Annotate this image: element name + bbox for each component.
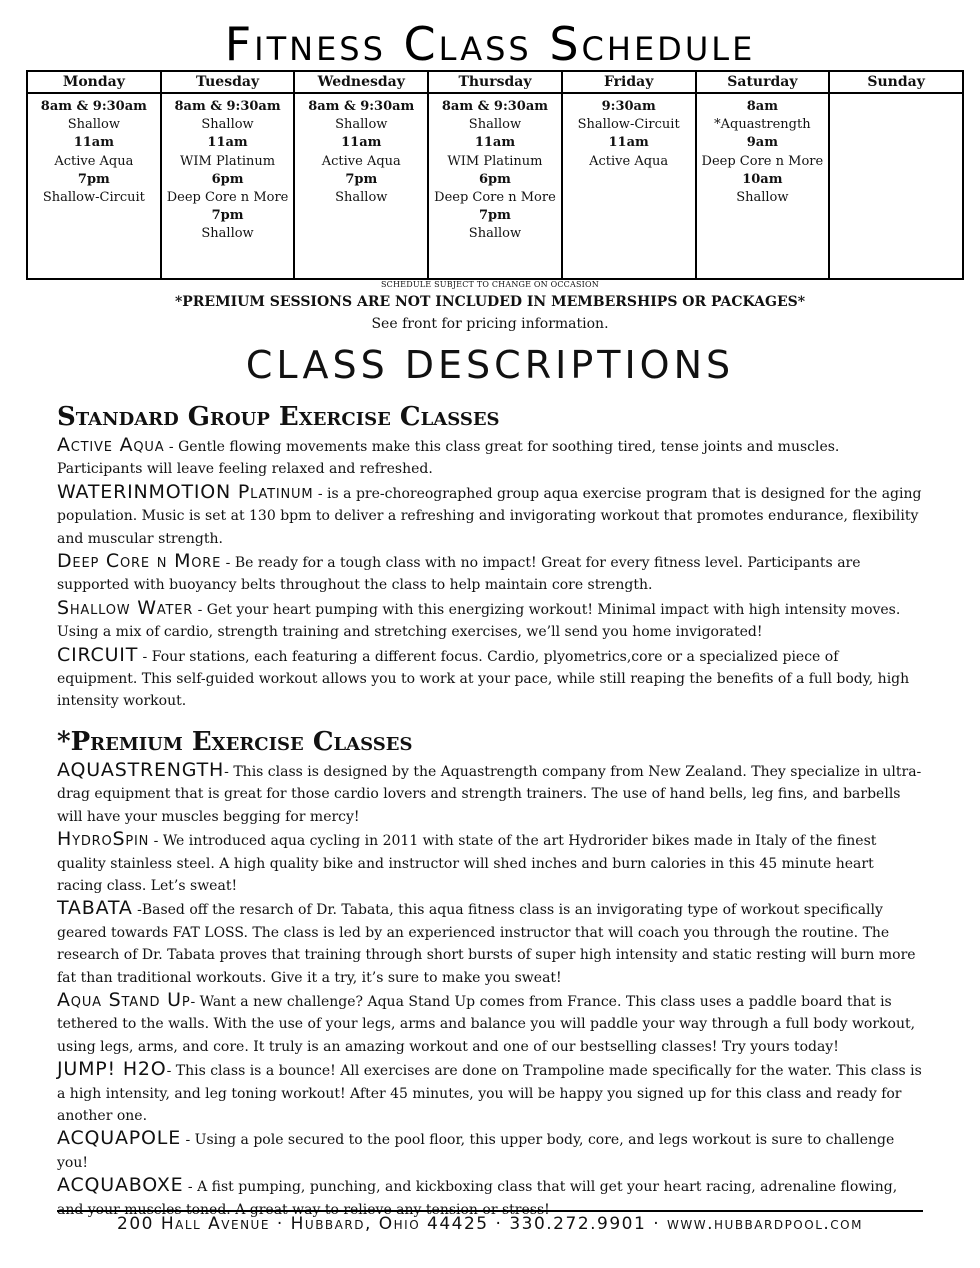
day-header-monday: Monday (27, 71, 161, 93)
class-description (57, 989, 923, 1058)
day-cell-thursday (428, 93, 562, 279)
slot-class: Shallow (67, 117, 120, 133)
standard-classes-heading: Standard Group Exercise Classes (57, 402, 500, 432)
slot-class: WIM Platinum (180, 153, 276, 169)
premium-note: *PREMIUM SESSIONS ARE NOT INCLUDED IN MEMBERSHIPS OR PACKAGES* (174, 294, 806, 310)
class-description (57, 759, 923, 828)
separator: - (132, 902, 142, 919)
class-name: AQUASTRENGTH (57, 758, 225, 781)
day-cell-monday (27, 93, 161, 279)
class-description (57, 1127, 923, 1174)
class-text: A fist pumping, punching, and kickboxing class that will get your heart racing, adrenaline flowing, and your muscles toned. A great way to relieve any tension or stress! (57, 1179, 898, 1218)
pricing-note: See front for pricing information. (371, 316, 609, 332)
day-header-saturday: Saturday (696, 71, 830, 93)
class-text: Four stations, each featuring a different focus. Cardio, plyometrics,core or a specialized piece of equipment. This self-guided workout allows you to work at your pace, while still reaping the benefits of a full body, high intensity workout. (57, 648, 910, 710)
separator: - (221, 555, 235, 572)
day-cell-saturday (696, 93, 830, 279)
separator: - (183, 1179, 198, 1196)
schedule-change-note: SCHEDULE SUBJECT TO CHANGE ON OCCASION (381, 280, 599, 289)
class-name: CIRCUIT (57, 643, 139, 666)
class-name: Aqua Stand Up (57, 988, 191, 1011)
premium-classes-heading: *Premium Exercise Classes (57, 726, 413, 757)
slot-class: Deep Core n More (434, 190, 556, 206)
class-descriptions (57, 400, 923, 1221)
separator: - (181, 1132, 195, 1149)
descriptions-title: CLASS DESCRIPTIONS (245, 343, 735, 387)
separator: - (166, 1063, 176, 1080)
day-header-thursday: Thursday (428, 71, 562, 93)
class-description (57, 897, 923, 989)
day-header-sunday: Sunday (829, 71, 963, 93)
class-text: is a pre-choreographed group aqua exercise program that is designed for the aging population. Music is set at 130 bpm to deliver a refreshing and invigorating workout that promotes endurance, flexibility and muscular strength. (57, 485, 922, 547)
class-text: This class is designed by the Aquastrength company from New Zealand. They specialize in ultra-drag equipment that is great for those cardio lovers and strength trainers. The use of hand bells, leg fins, and barbells will have your muscles begging for mercy! (57, 763, 922, 825)
slot-time: 10am (742, 171, 783, 187)
slot-class: Active Aqua (54, 153, 134, 169)
slot-class: Shallow (736, 190, 789, 206)
class-text: Be ready for a tough class with no impact! Great for every fitness level. Participants are supported with buoyancy belts throughout the class to help maintain core strength. (57, 555, 861, 594)
class-description (57, 550, 923, 597)
slot-time: 7pm (211, 208, 244, 224)
class-text: This class is a bounce! All exercises are done on Trampoline made specifically for the water. This class is a high intensity, and leg toning workout! After 45 minutes, you will be happy you signed up for this class and ready for another one. (57, 1063, 922, 1124)
day-cell-tuesday (161, 93, 295, 279)
class-text: We introduced aqua cycling in 2011 with state of the art Hydrorider bikes made in Italy of the finest quality stainless steel. A high quality bike and instructor will shed inches and burn calories in this 45 minute heart racing class. Let’s sweat! (57, 833, 877, 894)
class-name: Shallow Water (57, 596, 194, 619)
slot-time: 11am (474, 135, 516, 151)
slot-time: 7pm (345, 171, 378, 187)
separator: - (149, 833, 163, 850)
slot-class: Deep Core n More (166, 190, 289, 206)
class-text: Gentle flowing movements make this class great for soothing tired, tense joints and muscles. Participants will leave feeling relaxed and refreshed. (57, 439, 840, 478)
separator: - (138, 648, 152, 665)
slot-time: 8am & 9:30am (441, 99, 549, 114)
day-cell-friday (562, 93, 696, 279)
slot-time: 7pm (479, 208, 511, 224)
schedule-table (26, 70, 964, 280)
slot-time: 8am & 9:30am (40, 99, 147, 114)
slot-class: Active Aqua (321, 153, 401, 169)
slot-time: 7pm (77, 171, 110, 187)
day-header-wednesday: Wednesday (294, 71, 428, 93)
class-name: WATERINMOTION Platinum (57, 480, 314, 503)
slot-class: Shallow (201, 226, 254, 242)
slot-class: Shallow-Circuit (42, 190, 145, 206)
class-description (57, 434, 923, 481)
separator: - (313, 485, 328, 502)
slot-class: Shallow (201, 117, 254, 133)
slot-time: 11am (608, 135, 649, 151)
separator: - (190, 993, 200, 1010)
slot-time: 8am & 9:30am (174, 99, 281, 114)
class-description (57, 481, 923, 550)
slot-time: 11am (73, 135, 114, 151)
slot-time: 8am & 9:30am (308, 99, 415, 114)
class-name: JUMP! H2O (57, 1058, 167, 1081)
slot-class: WIM Platinum (447, 153, 543, 169)
separator: - (193, 601, 207, 618)
slot-class: Shallow (468, 226, 522, 242)
slot-class: Deep Core n More (701, 153, 824, 169)
class-text: Want a new challenge? Aqua Stand Up comes from France. This class uses a paddle board that is tethered to the walls. With the use of your legs, arms and balance you will paddle your way through a full body workout, using legs, arms, and core. It truly is an amazing workout and one of our bestselling classes! Try yours today! (57, 993, 916, 1055)
class-text: Using a pole secured to the pool floor, this upper body, core, and legs workout is sure to challenge you! (57, 1132, 895, 1171)
class-name: Active Aqua (57, 434, 165, 456)
footer-address: 200 Hall Avenue · Hubbard, Ohio 44425 · 330.272.9901 · www.hubbardpool.com (117, 1214, 863, 1234)
class-name: TABATA (57, 897, 133, 920)
class-name: ACQUABOXE (57, 1174, 184, 1197)
class-name: HydroSpin (57, 828, 150, 851)
slot-class: *Aquastrength (714, 117, 811, 133)
day-cell-sunday (829, 93, 963, 279)
slot-time: 11am (341, 135, 382, 151)
slot-class: Shallow (468, 117, 522, 133)
slot-time: 9am (746, 135, 778, 151)
slot-time: 11am (207, 135, 248, 151)
slot-time: 6pm (479, 171, 511, 187)
schedule-header-row (27, 71, 963, 93)
slot-class: Active Aqua (589, 153, 669, 169)
class-description (57, 597, 923, 644)
separator: - (164, 439, 179, 455)
slot-time: 8am (746, 99, 778, 114)
class-description (57, 828, 923, 897)
class-name: ACQUAPOLE (57, 1127, 181, 1150)
class-name: Deep Core n More (57, 550, 222, 573)
day-header-friday: Friday (562, 71, 696, 93)
slot-time: 6pm (211, 171, 244, 187)
day-header-tuesday: Tuesday (161, 71, 295, 93)
footer-divider (57, 1210, 923, 1212)
class-text: Get your heart pumping with this energizing workout! Minimal impact with high intensity moves. Using a mix of cardio, strength training and stretching exercises, we’ll send you home invigorated! (57, 601, 901, 641)
class-description (57, 644, 923, 713)
separator: - (224, 763, 234, 780)
slot-class: Shallow (335, 190, 388, 206)
class-text: Based off the resarch of Dr. Tabata, this aqua fitness class is an invigorating type of workout specifically geared towards FAT LOSS. The class is led by an experienced instructor that will coach you through the routine. The research of Dr. Tabata proves that training through short bursts of super high intensity and static resting will burn more fat than traditional workouts. Give it a try, it’s sure to make you sweat! (57, 902, 916, 986)
schedule-body-row (27, 93, 963, 279)
slot-class: Shallow (335, 117, 388, 133)
page-title: Fitness Class Schedule (224, 17, 756, 71)
class-description (57, 1058, 923, 1127)
day-cell-wednesday (294, 93, 428, 279)
slot-time: 9:30am (601, 99, 656, 114)
slot-class: Shallow-Circuit (577, 117, 680, 133)
